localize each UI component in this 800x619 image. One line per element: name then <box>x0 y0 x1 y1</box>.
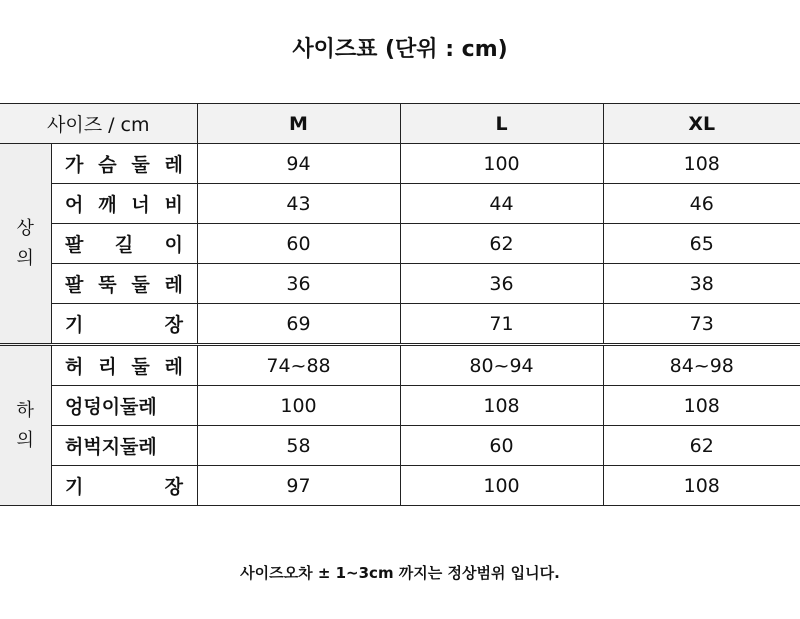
row-label: 기 장 <box>51 304 197 345</box>
cell-value: 62 <box>603 426 800 466</box>
group-label-top <box>0 144 51 345</box>
header-corner: 사이즈 / cm <box>0 104 197 144</box>
table-row <box>0 426 800 466</box>
cell-value: 71 <box>400 304 603 345</box>
cell-value: 108 <box>603 144 800 184</box>
cell-value: 36 <box>197 264 400 304</box>
cell-value: 73 <box>603 304 800 345</box>
cell-value: 97 <box>197 466 400 506</box>
cell-value: 38 <box>603 264 800 304</box>
table-row <box>0 386 800 426</box>
table-header-row <box>0 104 800 144</box>
cell-value: 44 <box>400 184 603 224</box>
cell-value: 43 <box>197 184 400 224</box>
size-table <box>0 103 800 506</box>
cell-value: 84~98 <box>603 345 800 386</box>
cell-value: 100 <box>400 466 603 506</box>
cell-value: 60 <box>197 224 400 264</box>
row-label: 팔 뚝 둘 레 <box>51 264 197 304</box>
cell-value: 62 <box>400 224 603 264</box>
row-label: 허벅지둘레 <box>51 426 197 466</box>
table-row <box>0 184 800 224</box>
cell-value: 36 <box>400 264 603 304</box>
table-row <box>0 264 800 304</box>
row-label: 허 리 둘 레 <box>51 345 197 386</box>
header-col-xl: XL <box>603 104 800 144</box>
cell-value: 80~94 <box>400 345 603 386</box>
cell-value: 65 <box>603 224 800 264</box>
cell-value: 94 <box>197 144 400 184</box>
row-label: 팔 길 이 <box>51 224 197 264</box>
size-tolerance-note: 사이즈오차 ± 1~3cm 까지는 정상범위 입니다. <box>240 564 560 582</box>
cell-value: 60 <box>400 426 603 466</box>
row-label: 엉덩이둘레 <box>51 386 197 426</box>
cell-value: 100 <box>197 386 400 426</box>
cell-value: 58 <box>197 426 400 466</box>
table-row <box>0 224 800 264</box>
cell-value: 108 <box>603 386 800 426</box>
cell-value: 100 <box>400 144 603 184</box>
row-label: 어 깨 너 비 <box>51 184 197 224</box>
cell-value: 46 <box>603 184 800 224</box>
table-row <box>0 466 800 506</box>
group-name: 하의 <box>16 399 34 451</box>
cell-value: 69 <box>197 304 400 345</box>
header-col-l: L <box>400 104 603 144</box>
row-label: 기 장 <box>51 466 197 506</box>
row-label: 가 슴 둘 레 <box>51 144 197 184</box>
page-title: 사이즈표 (단위 : cm) <box>292 37 508 62</box>
table-row <box>0 144 800 184</box>
cell-value: 108 <box>400 386 603 426</box>
cell-value: 108 <box>603 466 800 506</box>
header-col-m: M <box>197 104 400 144</box>
table-row <box>0 304 800 345</box>
group-name: 상의 <box>16 217 34 269</box>
cell-value: 74~88 <box>197 345 400 386</box>
group-label-bottom <box>0 345 51 506</box>
table-row <box>0 345 800 386</box>
